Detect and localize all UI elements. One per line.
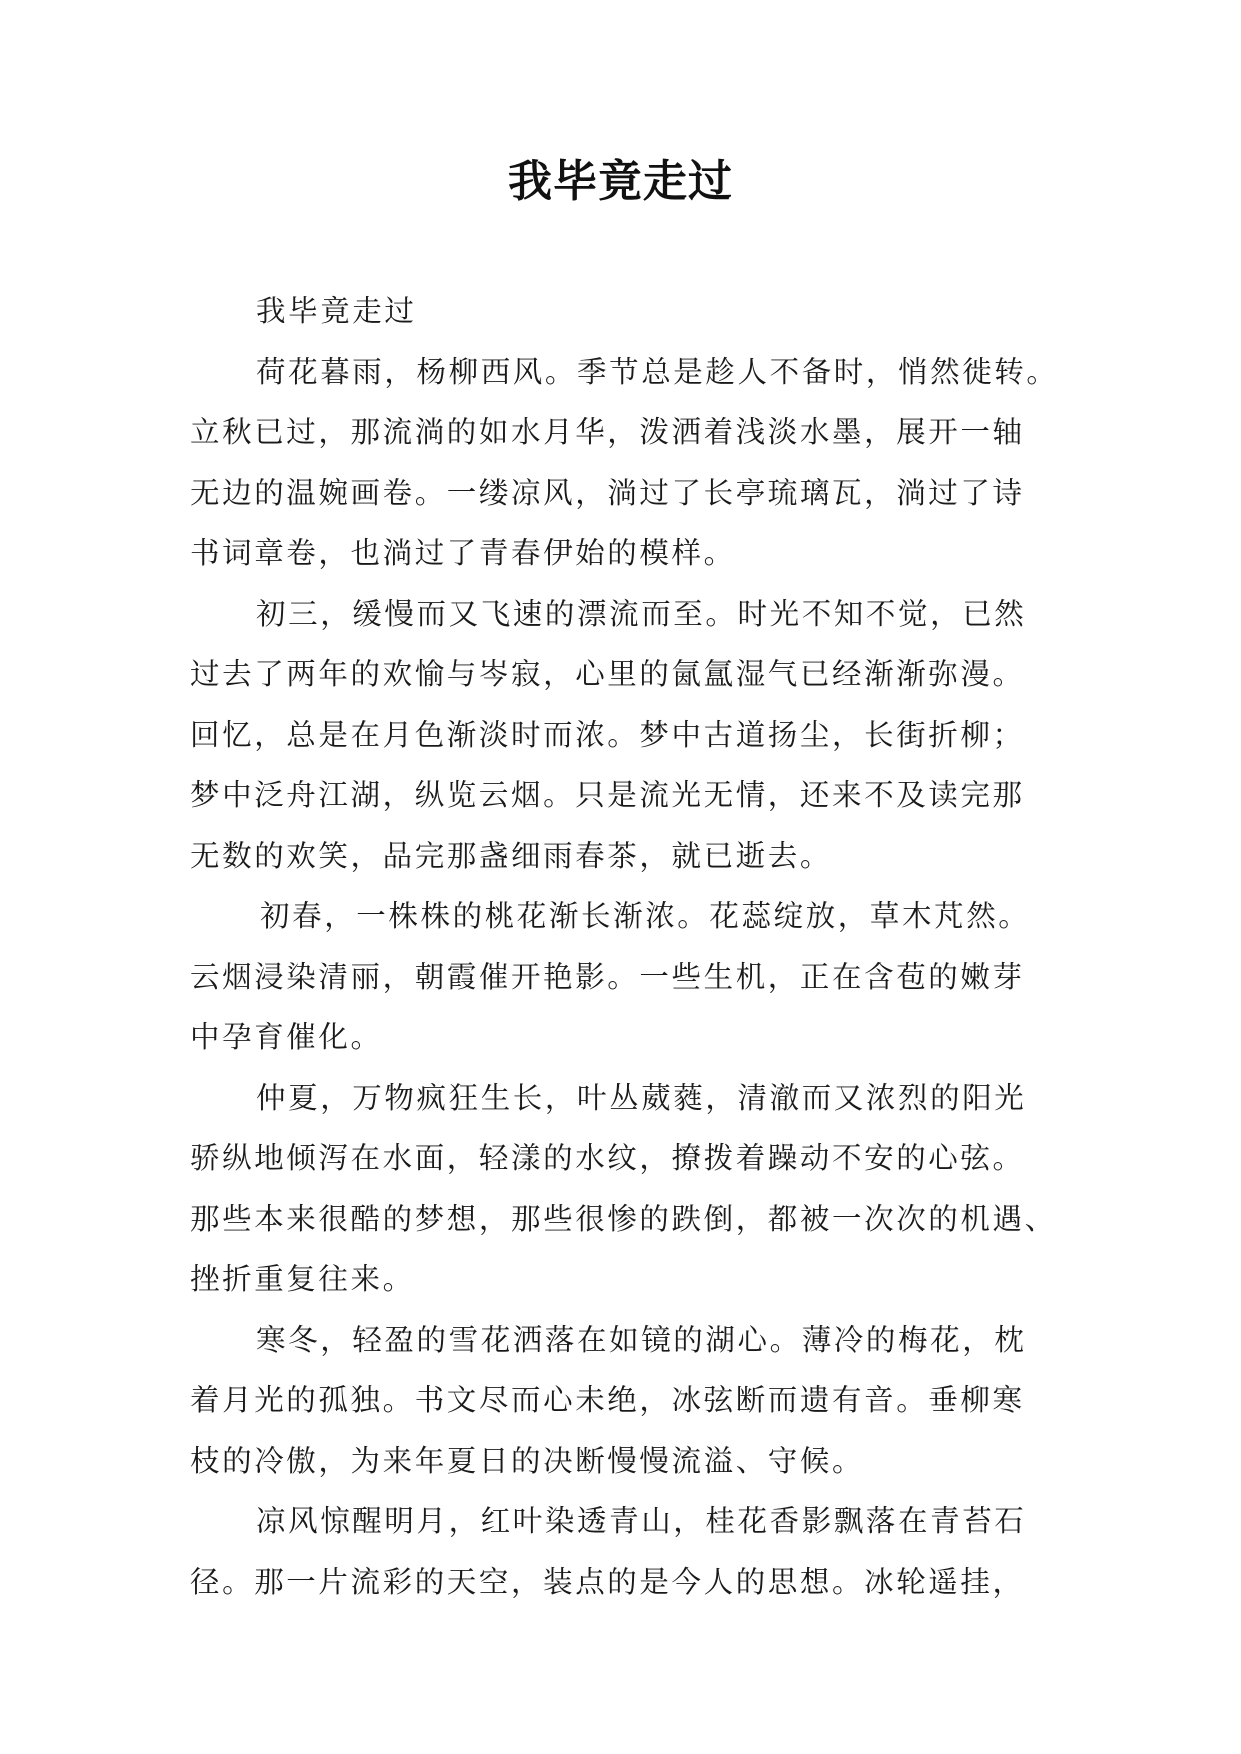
paragraph-line: 枝的冷傲，为来年夏日的决断慢慢流溢、守候。: [190, 1443, 865, 1478]
paragraph-line: 无数的欢笑，品完那盏细雨春茶，就已逝去。: [190, 838, 833, 873]
paragraph-line: 中孕育催化。: [190, 1020, 383, 1054]
paragraph-line: 骄纵地倾泻在水面，轻漾的水纹，撩拨着躁动不安的心弦。: [190, 1141, 1025, 1175]
paragraph-line: 径。那一片流彩的天空，装点的是今人的思想。冰轮遥挂，: [190, 1564, 1025, 1599]
paragraph-line: 云烟浸染清丽，朝霞催开艳影。一些生机，正在含苞的嫩芽: [190, 959, 1025, 994]
paragraph-line: 仲夏，万物疯狂生长，叶丛葳蕤，清澈而又浓烈的阳光: [256, 1080, 1027, 1115]
paragraph-line: 我毕竟走过: [256, 294, 417, 328]
paragraph-line: 梦中泛舟江湖，纵览云烟。只是流光无情，还来不及读完那: [190, 778, 1025, 812]
paragraph-line: 荷花暮雨，杨柳西风。季节总是趁人不备时，悄然徙转。: [256, 354, 1059, 389]
paragraph-line: 无边的温婉画卷。一缕凉风，淌过了长亭琉璃瓦，淌过了诗: [190, 475, 1025, 510]
paragraph-line: 那些本来很酷的梦想，那些很惨的跌倒，都被一次次的机遇、: [190, 1201, 1057, 1236]
paragraph-line: 初春，一株株的桃花渐长渐浓。花蕊绽放，草木芃然。: [260, 899, 1031, 933]
paragraph-line: 挫折重复往来。: [190, 1262, 415, 1296]
paragraph-line: 过去了两年的欢愉与岑寂，心里的氤氲湿气已经渐渐弥漫。: [190, 657, 1025, 691]
paragraph-line: 初三，缓慢而又飞速的漂流而至。时光不知不觉，已然: [256, 596, 1027, 631]
paragraph-line: 凉风惊醒明月，红叶染透青山，桂花香影飘落在青苔石: [256, 1504, 1027, 1538]
paragraph-line: 着月光的孤独。书文尽而心未绝，冰弦断而遗有音。垂柳寒: [190, 1383, 1025, 1417]
paragraph-line: 寒冬，轻盈的雪花洒落在如镜的湖心。薄冷的梅花，枕: [256, 1322, 1027, 1357]
paragraph-line: 书词章卷，也淌过了青春伊始的模样。: [190, 536, 736, 570]
paragraph-line: 回忆，总是在月色渐淡时而浓。梦中古道扬尘，长街折柳；: [190, 717, 1025, 752]
page-title: 我毕竟走过: [508, 156, 733, 207]
paragraph-line: 立秋已过，那流淌的如水月华，泼洒着浅淡水墨，展开一轴: [190, 415, 1025, 449]
document-body: [190, 281, 1070, 1612]
